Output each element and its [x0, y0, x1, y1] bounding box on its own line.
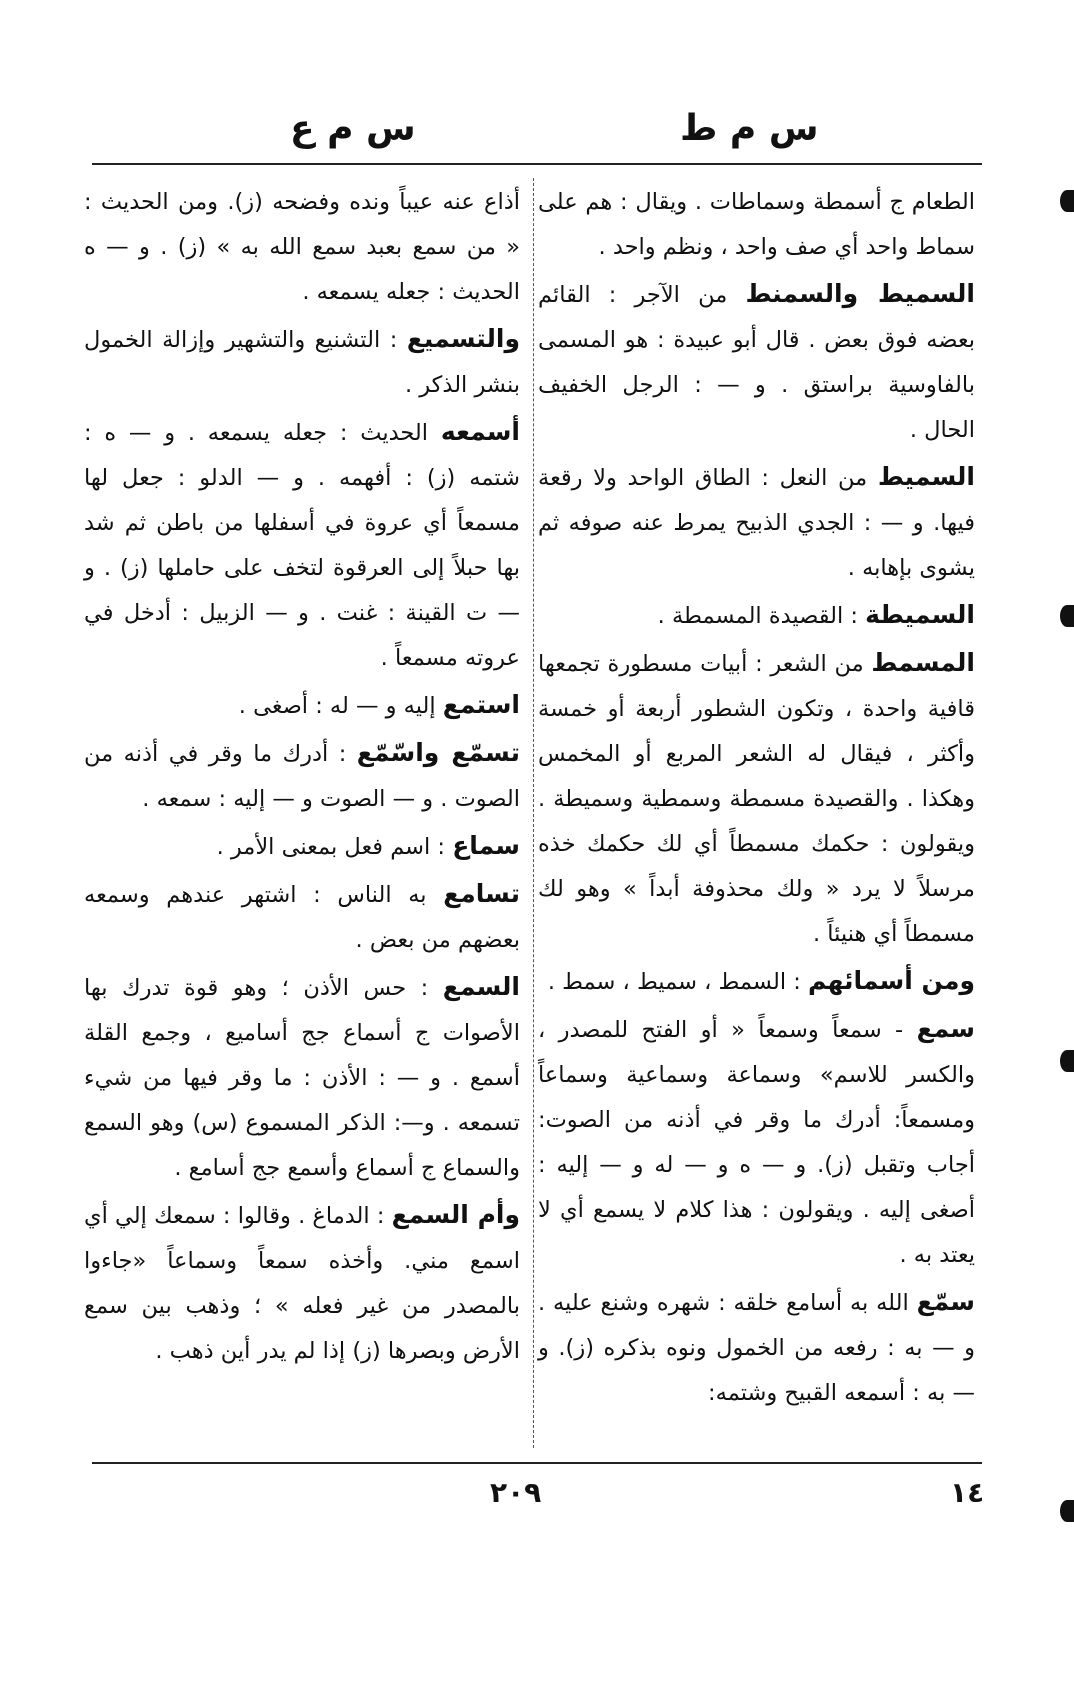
definition: - سمعاً وسمعاً « أو الفتح للمصدر ، والكسر للاسم» وسماعة وسماعية وسماعاً ومسمعاً: أدرك ما وقر في أذنه من الصوت: أجاب وتقبل (ز). و — ه و — له و — إليه : أصغى إليه . ويقولون : هذا كلام لا يسمع أي لا يعتد به .	[538, 1017, 975, 1268]
headword: سماع	[452, 831, 520, 860]
entry	[538, 178, 975, 270]
definition: أذاع عنه عيباً ونده وفضحه (ز). ومن الحديث : « من سمع بعبد سمع الله به » (ز) . و — ه الحديث : جعله يسمعه .	[84, 189, 520, 305]
definition: الحديث : جعله يسمعه . و — ه : شتمه (ز) : أفهمه . و — الدلو : جعل لها مسمعاً أي عروة في أسفلها من باطن ثم شد بها حبلاً إلى العرقوة لتخف على حاملها (ز) . و — ت القينة : غنت . و — الزبيل : أدخل في عروته مسمعاً .	[84, 420, 520, 671]
definition: : الدماغ . وقالوا : سمعك إلي أي اسمع مني. وأخذه سمعاً وسماعاً «جاءوا بالمصدر من غير فعله » ؛ وذهب بين سمع الأرض وبصرها (ز) إذا لم يدر أين ذهب .	[84, 1203, 520, 1364]
definition: من الآجر : القائم بعضه فوق بعض . قال أبو عبيدة : هو المسمى بالفاوسية براستق . و — : الرجل الخفيف الحال .	[538, 282, 975, 443]
left-column	[84, 178, 520, 1375]
headword: استمع	[442, 690, 520, 719]
definition: : السمط ، سميط ، سمط .	[547, 969, 801, 995]
headword: السميط	[877, 462, 976, 491]
top-rule	[92, 163, 982, 165]
headword: سمّع	[916, 1287, 975, 1316]
entry	[84, 964, 520, 1191]
headword: والتسميع	[406, 324, 520, 353]
definition: من النعل : الطاق الواحد ولا رقعة فيها. و — : الجدي الذبيح يمرط عنه صوفه ثم يشوى بإهابه .	[538, 465, 975, 581]
definition: به الناس : اشتهر عندهم وسمعه بعضهم من بعض .	[84, 882, 520, 953]
entry	[84, 871, 520, 963]
definition: : أدرك ما وقر في أذنه من الصوت . و — الصوت و — إليه : سمعه .	[84, 741, 520, 812]
headword: تسمّع واسّمّع	[356, 738, 520, 767]
section-number: ١٤	[950, 1476, 985, 1509]
bottom-rule	[92, 1462, 982, 1464]
column-divider	[533, 178, 534, 1448]
entry	[538, 958, 975, 1005]
entry	[84, 730, 520, 822]
entry	[538, 454, 975, 591]
headword: وأم السمع	[391, 1200, 521, 1229]
page-number: ٢٠٩	[490, 1476, 542, 1509]
entry	[538, 271, 975, 453]
headword: تسامع	[443, 879, 520, 908]
entry	[538, 1279, 975, 1416]
entry	[84, 1192, 520, 1374]
definition: من الشعر : أبيات مسطورة تجمعها قافية واحدة ، وتكون الشطور أربعة أو خمسة وأكثر ، فيقال له الشعر المربع أو المخمس وهكذا . والقصيدة مسمطة وسمطية وسميطة . ويقولون : حكمك مسمطاً أي لك حكمك خذه مرسلاً لا يرد « ولك محذوفة أبداً » وهو لك مسمطاً أي هنيئاً .	[538, 651, 975, 947]
headword: أسمعه	[440, 417, 520, 446]
definition: : التشنيع والتشهير وإزالة الخمول بنشر الذكر .	[84, 327, 520, 398]
entry	[538, 640, 975, 957]
headword: السميط والسمنط	[745, 279, 975, 308]
headword: سمع	[916, 1014, 975, 1043]
entry	[84, 316, 520, 408]
definition: : اسم فعل بمعنى الأمر .	[216, 834, 446, 860]
binding-hole-mark	[1060, 1500, 1074, 1522]
entry	[84, 823, 520, 870]
headword: ومن أسمائهم	[807, 966, 975, 995]
headword: المسمط	[871, 648, 975, 677]
definition: إليه و — له : أصغى .	[238, 693, 436, 719]
headword: السمع	[442, 972, 520, 1001]
binding-hole-mark	[1060, 605, 1074, 627]
binding-hole-mark	[1060, 190, 1074, 212]
entry	[538, 592, 975, 639]
entry	[538, 1006, 975, 1278]
definition: : القصيدة المسمطة .	[657, 603, 858, 629]
binding-hole-mark	[1060, 1050, 1074, 1072]
entry	[84, 682, 520, 729]
entry	[84, 178, 520, 315]
entry	[84, 409, 520, 681]
headword: السميطة	[865, 600, 975, 629]
definition: : حس الأذن ؛ وهو قوة تدرك بها الأصوات ج أسماع جج أساميع ، وجمع القلة أسمع . و — : الأذن : ما وقر فيها من شيء تسمعه . و—: الذكر المسموع (س) وهو السمع والسماع ج أسماع وأسمع جج أسامع .	[84, 975, 520, 1181]
right-column	[538, 178, 975, 1417]
definition: الله به أسامع خلقه : شهره وشنع عليه . و — به : رفعه من الخمول ونوه بذكره (ز). و — به : أسمعه القبيح وشتمه:	[538, 1290, 975, 1406]
header-left-root: س م ع	[290, 108, 416, 149]
definition: الطعام ج أسمطة وسماطات . ويقال : هم على سماط واحد أي صف واحد ، ونظم واحد .	[538, 189, 975, 260]
header-right-root: س م ط	[680, 108, 819, 149]
